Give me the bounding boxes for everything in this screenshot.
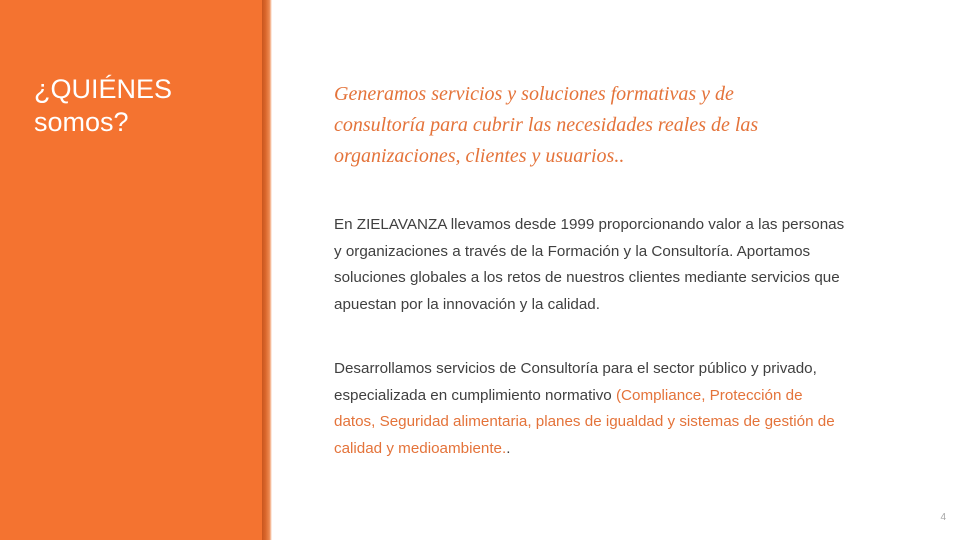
intro-line: consultoría para cubrir las necesidades reales de las: [334, 114, 759, 136]
services-paragraph: [334, 356, 914, 462]
about-line: En ZIELAVANZA llevamos desde 1999 proporcionando valor a las personas: [334, 216, 845, 233]
intro-line: organizaciones, clientes y usuarios..: [334, 145, 625, 167]
services-line: [334, 436, 914, 463]
services-highlight: calidad y medioambiente.: [334, 439, 507, 457]
slide-title-line-1: ¿QUIÉNES: [34, 74, 173, 104]
services-text: .: [506, 439, 511, 457]
about-line: soluciones globales a los retos de nuestros clientes mediante servicios que: [334, 269, 840, 286]
about-paragraph: [334, 212, 914, 318]
services-line: [334, 383, 914, 410]
services-text: especializada en cumplimiento normativo: [334, 386, 616, 404]
page-number: 4: [940, 512, 946, 523]
intro-statement: [334, 79, 894, 172]
sidebar-shadow: [262, 0, 272, 540]
services-highlight: (Compliance, Protección de: [615, 386, 803, 404]
about-line: y organizaciones a través de la Formación y la Consultoría. Aportamos: [334, 242, 811, 260]
intro-line: Generamos servicios y soluciones formativas y de: [334, 83, 734, 105]
slide-title-line-2: somos?: [34, 107, 129, 137]
slide-title: [34, 73, 244, 139]
services-line: Desarrollamos servicios de Consultoría para el sector público y privado,: [334, 360, 817, 377]
about-line: apuestan por la innovación y la calidad.: [334, 295, 600, 313]
services-highlight: datos, Seguridad alimentaria, planes de igualdad y sistemas de gestión de: [334, 413, 835, 430]
